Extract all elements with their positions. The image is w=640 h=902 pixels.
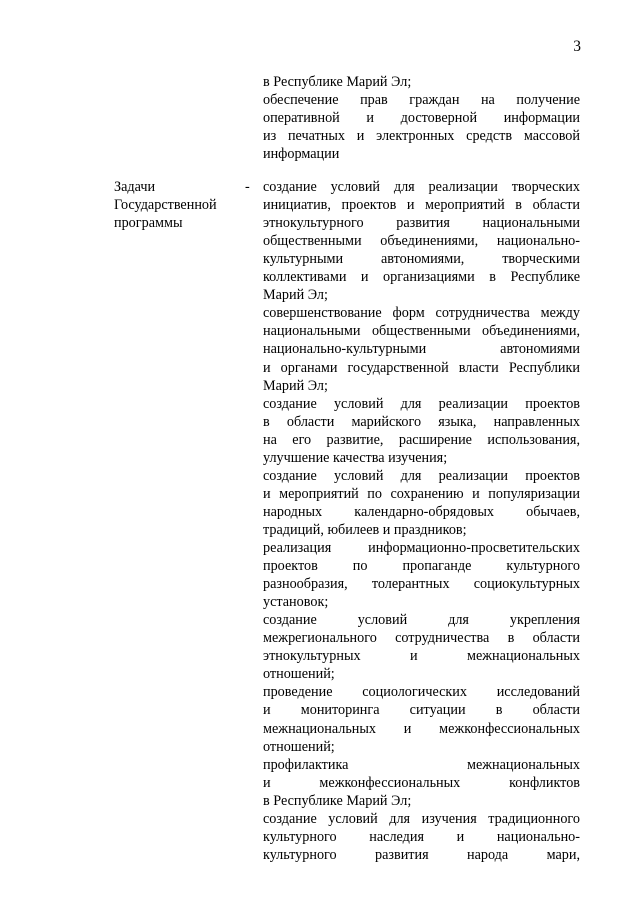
text-line: национально-культурными автономиями [263,341,580,358]
section-label-line: Государственной [114,197,217,213]
text-line: отношений; [263,666,335,683]
text-line: и мониторинга ситуации в области [263,702,580,719]
text-line: этнокультурного развития национальными [263,215,580,232]
text-line: совершенствование форм сотрудничества между [263,305,580,322]
text-line: общественными объединениями, национально- [263,233,580,250]
text-line: культурного развития народа мари, [263,846,580,863]
text-line: профилактика межнациональных [263,756,580,773]
text-line: на его развитие, расширение использования, [263,431,580,448]
section-label-line: программы [114,215,183,231]
text-line: и органами государственной власти Республики [263,359,580,376]
text-line: национальными общественными объединениями, [263,323,580,340]
text-line: межрегионального сотрудничества в области [263,630,580,647]
text-line: проведение социологических исследований [263,684,580,701]
text-line: и мероприятий по сохранению и популяризации [263,485,580,502]
text-line: межнациональных и межконфессиональных [263,720,580,737]
text-line: разнообразия, толерантных социокультурных [263,576,580,593]
text-line: создание условий для реализации творческих [263,179,580,195]
text-line: реализация информационно-просветительских [263,540,580,556]
text-line: народных календарно-обрядовых обычаев, [263,503,580,520]
text-line: культурного наследия и национально- [263,828,580,845]
text-line: из печатных и электронных средств массовой [263,128,580,145]
text-line: оперативной и достоверной информации [263,110,580,127]
text-line: Марий Эл; [263,377,328,394]
text-line: создание условий для укрепления [263,612,580,629]
text-line: создание условий для изучения традиционного [263,810,580,827]
text-line: проектов по пропаганде культурного [263,558,580,575]
text-line: улучшение качества изучения; [263,449,448,466]
label-dash: - [245,179,250,195]
text-line: обеспечение прав граждан на получение [263,92,580,109]
section-label-line: Задачи [114,179,156,195]
page-number: 3 [573,38,581,55]
text-line: информации [263,146,340,163]
text-line: традиций, юбилеев и праздников; [263,521,467,538]
text-line: в Республике Марий Эл; [263,792,412,809]
text-line: установок; [263,594,329,611]
text-line: инициатив, проектов и мероприятий в области [263,197,580,214]
text-line: Марий Эл; [263,287,328,304]
text-line: в Республике Марий Эл; [263,74,412,90]
text-line: и межконфессиональных конфликтов [263,774,580,791]
text-line: создание условий для реализации проектов [263,467,580,484]
text-line: культурными автономиями, творческими [263,251,580,268]
text-line: этнокультурных и межнациональных [263,648,580,665]
text-line: коллективами и организациями в Республике [263,269,580,286]
text-line: в области марийского языка, направленных [263,413,580,430]
text-line: отношений; [263,738,335,755]
text-line: создание условий для реализации проектов [263,395,580,412]
